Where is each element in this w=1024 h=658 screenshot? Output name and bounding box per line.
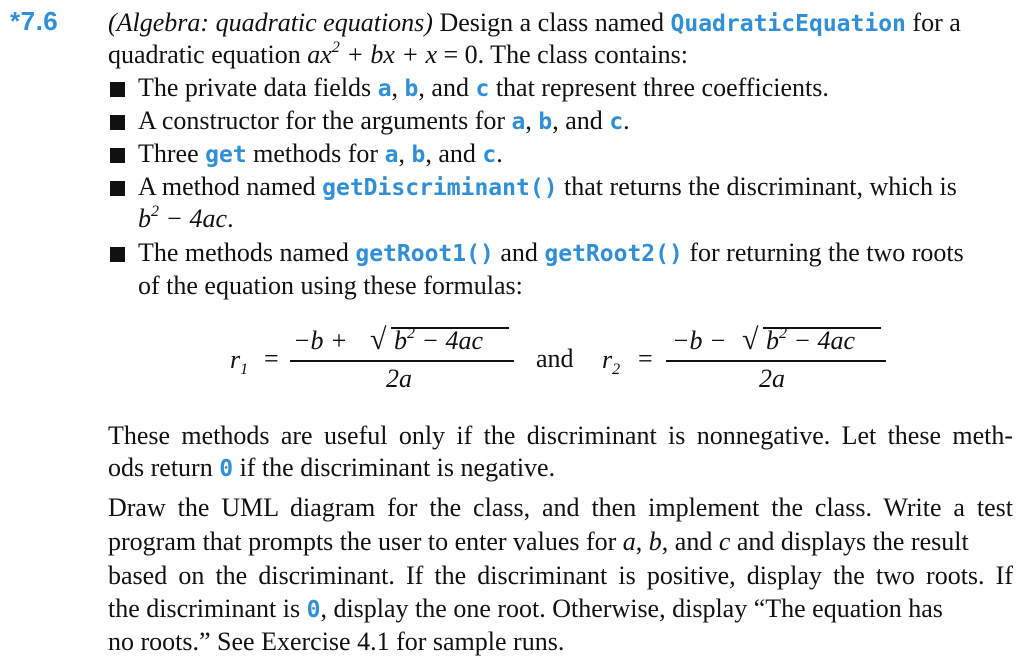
bullet-text: methods for bbox=[246, 139, 385, 168]
paragraph-2-line-4: the discriminant is 0, display the one root. Otherwise, display “The equation has bbox=[108, 594, 943, 623]
code-a: a bbox=[377, 76, 392, 102]
bullet-roots bbox=[138, 238, 964, 269]
code-get-root1: getRoot1() bbox=[355, 241, 494, 267]
bullet-text: The private data fields bbox=[138, 73, 378, 102]
code-a: a bbox=[511, 109, 526, 135]
r2-label: $r_2$ bbox=[602, 345, 621, 378]
bullet-getters bbox=[138, 139, 503, 170]
bullet-marker bbox=[110, 181, 125, 196]
paragraph-1-line-1: These methods are useful only if the discriminant is nonnegative. Let these meth- bbox=[108, 421, 1013, 450]
class-name-code: QuadraticEquation bbox=[670, 11, 906, 37]
bullet-text: Three bbox=[138, 139, 206, 168]
bullet-fields bbox=[138, 73, 829, 104]
code-get: get bbox=[205, 142, 247, 168]
bullet-text: and bbox=[493, 238, 545, 267]
code-b: b bbox=[411, 142, 426, 168]
bullet-text: , and bbox=[425, 139, 483, 168]
paragraph-1-line-2: ods return 0 if the discriminant is negative. bbox=[108, 453, 556, 482]
bullet-marker bbox=[110, 115, 125, 130]
intro-line-2: quadratic equation $ax^2$ + bx + x = 0. The class contains: bbox=[108, 39, 689, 69]
bullet-text: , bbox=[398, 139, 412, 168]
radicand-2: $b^2 - 4ac$ bbox=[766, 325, 856, 355]
bullet-text: , bbox=[525, 106, 539, 135]
intro-text-2: for a bbox=[905, 8, 961, 37]
code-c: c bbox=[475, 76, 490, 102]
equals-sign: = bbox=[264, 344, 279, 373]
bullet-text: for returning the two roots bbox=[682, 238, 964, 267]
bullet-text: , and bbox=[418, 73, 476, 102]
equals-sign: = bbox=[638, 344, 653, 373]
discriminant-formula: $b^2 - 4ac$ bbox=[138, 203, 228, 233]
bullet-text: , bbox=[391, 73, 405, 102]
bullet-marker bbox=[110, 82, 125, 97]
bullet-text: . bbox=[623, 106, 630, 135]
fraction-bar-1 bbox=[290, 360, 514, 362]
code-zero: 0 bbox=[306, 597, 321, 623]
bullet-text: that represent three coefficients. bbox=[489, 73, 829, 102]
and-word: and bbox=[536, 344, 574, 373]
code-c: c bbox=[482, 142, 497, 168]
sqrt-icon: √ bbox=[742, 323, 759, 356]
bullet-constructor bbox=[138, 106, 630, 137]
bullet-text: A constructor for the arguments for bbox=[138, 106, 512, 135]
intro-text-4: . The class contains: bbox=[477, 40, 689, 69]
equation-inline: $ax^2$ + bx + x bbox=[307, 39, 437, 69]
paragraph-2-line-3: based on the discriminant. If the discriminant is positive, display the two roots. If bbox=[108, 561, 1013, 590]
bullet-discriminant bbox=[138, 172, 957, 203]
paragraph-2-line-1: Draw the UML diagram for the class, and then implement the class. Write a test bbox=[108, 493, 1013, 522]
bullet-discriminant-line2 bbox=[138, 204, 234, 238]
intro-text-3: quadratic equation bbox=[108, 40, 308, 69]
code-a: a bbox=[384, 142, 399, 168]
bullet-text: of the equation using these formulas: bbox=[138, 271, 523, 300]
bullet-text: , and bbox=[552, 106, 610, 135]
bullet-text: that returns the discriminant, which is bbox=[557, 172, 957, 201]
bullet-marker bbox=[110, 148, 125, 163]
fraction-bar-2 bbox=[666, 360, 886, 362]
intro-line-1 bbox=[108, 8, 961, 39]
intro-text-1: Design a class named bbox=[432, 8, 671, 37]
code-b: b bbox=[538, 109, 553, 135]
radicand-1: $b^2 - 4ac$ bbox=[394, 325, 484, 355]
bullet-roots-line2 bbox=[138, 271, 523, 301]
code-get-root2: getRoot2() bbox=[544, 241, 683, 267]
code-b: b bbox=[404, 76, 419, 102]
code-c: c bbox=[609, 109, 624, 135]
bullet-text: A method named bbox=[138, 172, 323, 201]
numerator-2: −b − bbox=[672, 326, 727, 355]
numerator-1: −b + bbox=[293, 326, 348, 355]
exercise-title: (Algebra: quadratic equations) bbox=[108, 8, 433, 37]
exercise-number: *7.6 bbox=[10, 6, 59, 36]
denominator-2: 2a bbox=[759, 364, 785, 393]
code-get-discriminant: getDiscriminant() bbox=[322, 175, 558, 201]
bullet-text: . bbox=[496, 139, 503, 168]
paragraph-2-line-2: program that prompts the user to enter values for a, b, and c and displays the result bbox=[108, 527, 969, 556]
sqrt-icon: √ bbox=[370, 323, 387, 356]
bullet-text: The methods named bbox=[138, 238, 356, 267]
bullet-marker bbox=[110, 247, 125, 262]
bullet-text: . bbox=[227, 204, 234, 233]
denominator-1: 2a bbox=[386, 364, 412, 393]
code-zero: 0 bbox=[219, 456, 234, 482]
paragraph-2-line-5: no roots.” See Exercise 4.1 for sample runs. bbox=[108, 627, 565, 656]
r1-label: $r_1$ bbox=[230, 345, 249, 378]
